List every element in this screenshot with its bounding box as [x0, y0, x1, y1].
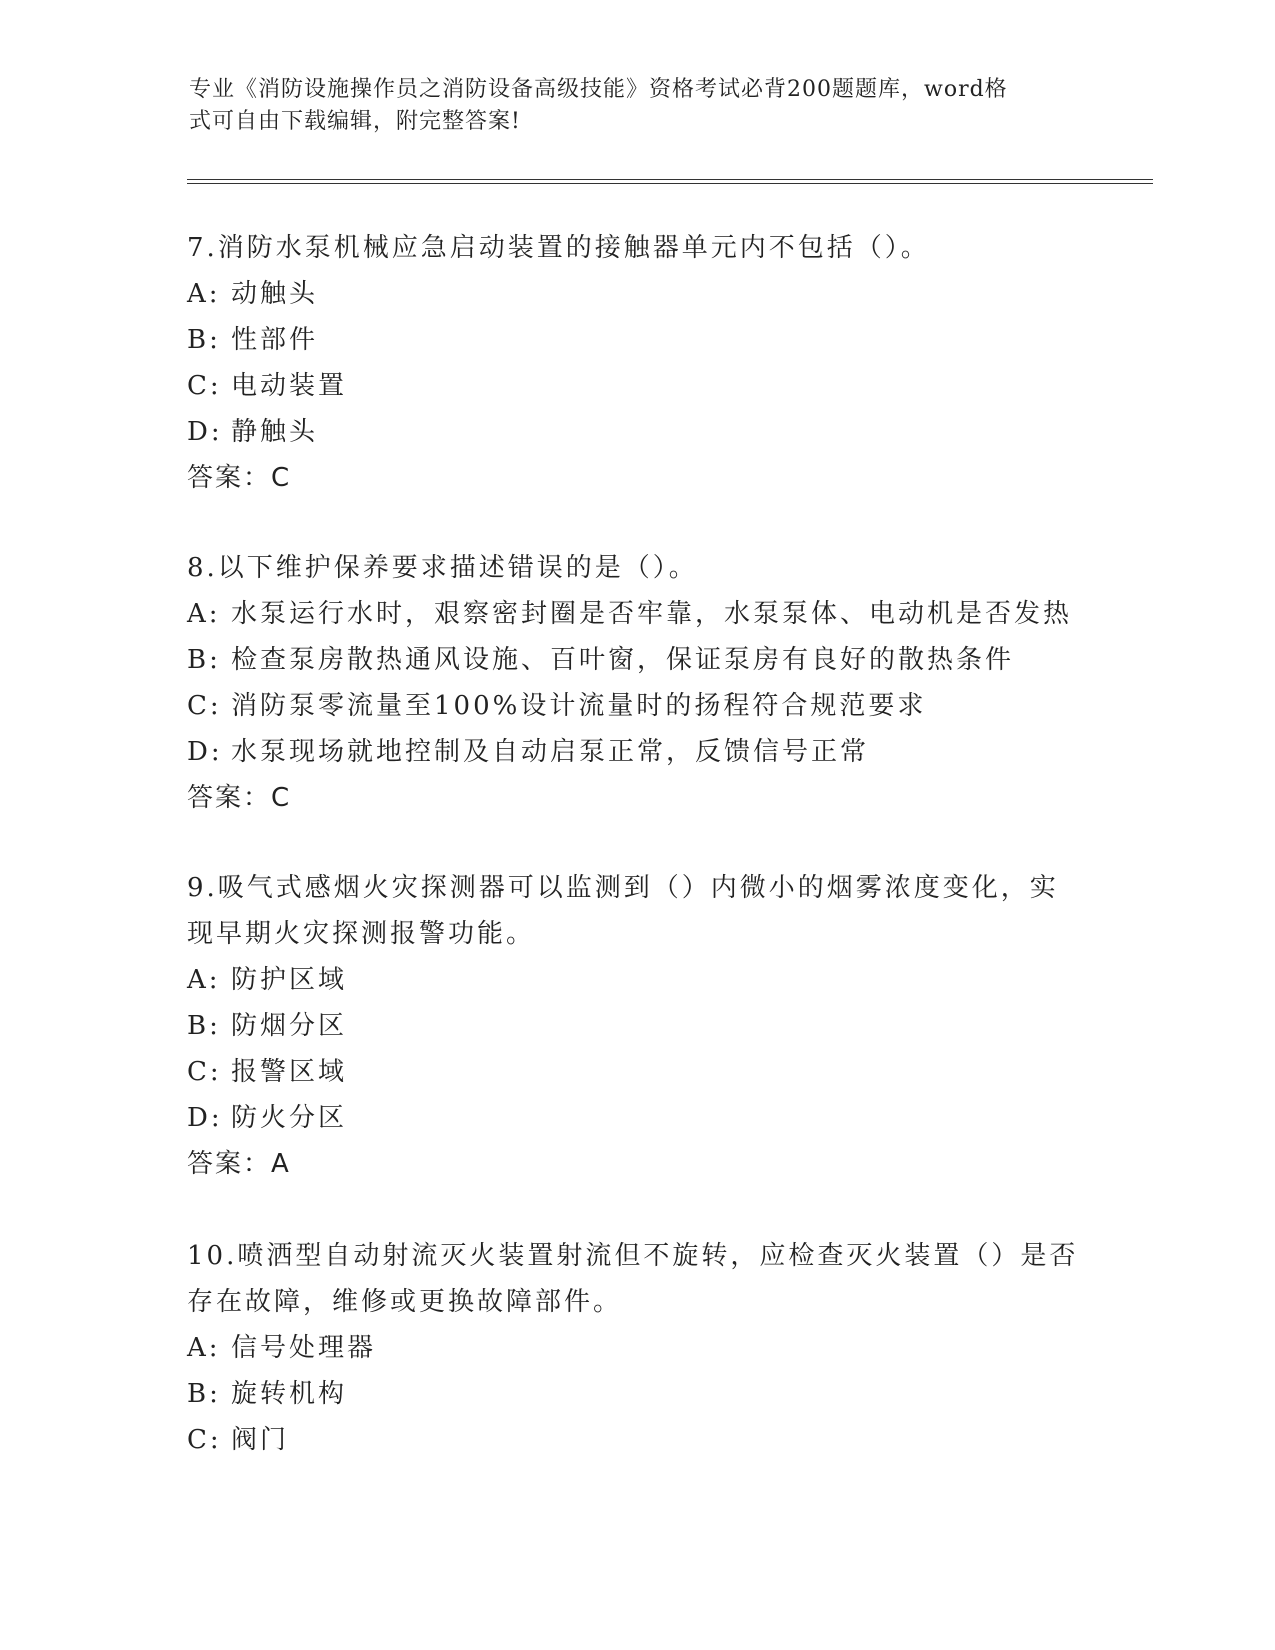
option-b	[187, 1371, 1087, 1417]
option-a	[187, 271, 1087, 317]
answer: 答案：C	[187, 783, 292, 813]
option-letter: B:	[187, 1011, 221, 1041]
option-text: 动触头	[231, 279, 319, 309]
header-divider-thin	[187, 179, 1153, 180]
question-10	[187, 1233, 1087, 1463]
option-c	[187, 1417, 1087, 1463]
option-letter: A:	[187, 965, 221, 995]
answer: 答案：C	[187, 463, 292, 493]
option-letter: C:	[187, 691, 222, 721]
option-text: 消防泵零流量至100%设计流量时的扬程符合规范要求	[231, 691, 927, 721]
option-text: 性部件	[231, 325, 319, 355]
option-c	[187, 363, 1087, 409]
option-text: 检查泵房散热通风设施、百叶窗，保证泵房有良好的散热条件	[231, 645, 1015, 675]
stem-line: 9.吸气式感烟火灾探测器可以监测到（）内微小的烟雾浓度变化，实	[187, 873, 1059, 903]
option-c	[187, 683, 1087, 729]
question-stem	[187, 545, 1087, 591]
stem-line: 8.以下维护保养要求描述错误的是（）。	[187, 553, 698, 583]
option-d	[187, 729, 1087, 775]
option-letter: C:	[187, 1425, 222, 1455]
stem-line: 10.喷洒型自动射流灭火装置射流但不旋转，应检查灭火装置（）是否	[187, 1241, 1079, 1271]
option-text: 阀门	[231, 1425, 290, 1455]
option-text: 旋转机构	[231, 1379, 348, 1409]
option-d	[187, 409, 1087, 455]
option-text: 防火分区	[231, 1103, 348, 1133]
option-d	[187, 1095, 1087, 1141]
option-letter: C:	[187, 1057, 222, 1087]
option-text: 防烟分区	[231, 1011, 348, 1041]
option-letter: B:	[187, 1379, 221, 1409]
option-letter: B:	[187, 645, 221, 675]
stem-line: 存在故障，维修或更换故障部件。	[187, 1287, 623, 1317]
option-letter: D:	[187, 737, 223, 767]
question-stem	[187, 1233, 1087, 1325]
option-b	[187, 1003, 1087, 1049]
option-a	[187, 957, 1087, 1003]
option-a	[187, 1325, 1087, 1371]
answer: 答案：A	[187, 1149, 291, 1179]
option-text: 静触头	[231, 417, 319, 447]
header-line-2: 式可自由下载编辑，附完整答案!	[189, 109, 521, 134]
question-7	[187, 225, 1087, 501]
question-8	[187, 545, 1087, 821]
option-letter: C:	[187, 371, 222, 401]
option-letter: B:	[187, 325, 221, 355]
option-text: 信号处理器	[231, 1333, 377, 1363]
question-stem	[187, 865, 1087, 957]
option-letter: A:	[187, 279, 221, 309]
option-letter: A:	[187, 1333, 221, 1363]
option-text: 防护区域	[231, 965, 348, 995]
option-c	[187, 1049, 1087, 1095]
option-letter: D:	[187, 1103, 223, 1133]
stem-line: 7.消防水泵机械应急启动装置的接触器单元内不包括（）。	[187, 233, 930, 263]
option-b	[187, 317, 1087, 363]
option-text: 电动装置	[231, 371, 348, 401]
question-9	[187, 865, 1087, 1187]
question-stem	[187, 225, 1087, 271]
document-header	[189, 74, 1089, 138]
stem-line: 现早期火灾探测报警功能。	[187, 919, 536, 949]
option-a	[187, 591, 1087, 637]
option-letter: D:	[187, 417, 223, 447]
header-line-1: 专业《消防设施操作员之消防设备高级技能》资格考试必背200题题库，word格	[189, 77, 1008, 102]
option-text: 水泵运行水时，艰察密封圈是否牢靠，水泵泵体、电动机是否发热	[231, 599, 1073, 629]
option-letter: A:	[187, 599, 221, 629]
option-b	[187, 637, 1087, 683]
option-text: 水泵现场就地控制及自动启泵正常，反馈信号正常	[231, 737, 870, 767]
header-divider-thick	[187, 183, 1153, 184]
option-text: 报警区域	[231, 1057, 348, 1087]
